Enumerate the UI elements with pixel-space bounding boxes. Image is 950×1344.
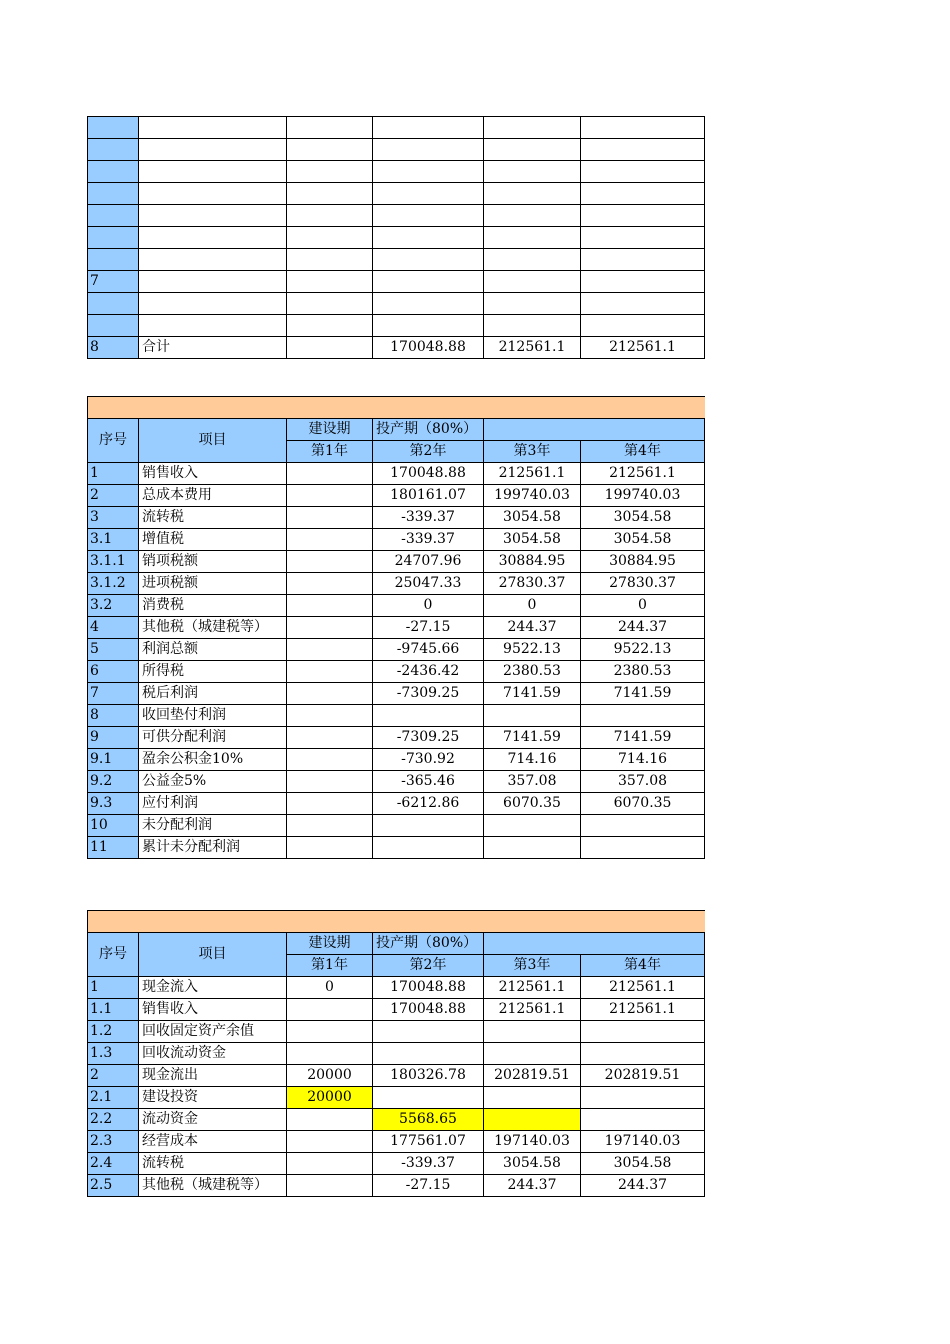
year4-cell[interactable]	[581, 1021, 705, 1043]
year1-cell[interactable]	[287, 315, 373, 337]
year2-cell[interactable]	[373, 1021, 484, 1043]
table-row	[88, 977, 705, 999]
year1-cell[interactable]	[287, 139, 373, 161]
year1-cell[interactable]	[287, 793, 373, 815]
year4-cell[interactable]: 3054.58	[581, 529, 705, 551]
row-item-cell[interactable]: 利润总额	[139, 639, 287, 661]
year2-cell[interactable]: 170048.88	[373, 999, 484, 1021]
year3-cell[interactable]: 30884.95	[484, 551, 581, 573]
year4-cell[interactable]: 27830.37	[581, 573, 705, 595]
year1-cell[interactable]	[287, 727, 373, 749]
header-year4: 第4年	[581, 441, 705, 463]
row-item-cell[interactable]: 总成本费用	[139, 485, 287, 507]
year3-cell[interactable]: 3054.58	[484, 1153, 581, 1175]
profit-distribution-table	[87, 396, 705, 859]
row-item-cell[interactable]: 销售收入	[139, 463, 287, 485]
year2-cell[interactable]: 170048.88	[373, 977, 484, 999]
year3-cell[interactable]: 2380.53	[484, 661, 581, 683]
row-index-cell[interactable]: 2	[88, 1065, 139, 1087]
header-year4: 第4年	[581, 955, 705, 977]
year3-cell[interactable]: 202819.51	[484, 1065, 581, 1087]
row-index-cell[interactable]: 3.1.2	[88, 573, 139, 595]
header-blank	[484, 419, 705, 441]
row-index-cell[interactable]: 3.1.1	[88, 551, 139, 573]
table-row	[88, 1065, 705, 1087]
year3-cell[interactable]	[484, 293, 581, 315]
year2-cell[interactable]	[373, 205, 484, 227]
year2-cell[interactable]: -27.15	[373, 617, 484, 639]
row-index-cell[interactable]: 9.3	[88, 793, 139, 815]
year1-cell[interactable]	[287, 815, 373, 837]
table-row	[88, 683, 705, 705]
row-index-cell[interactable]: 2.3	[88, 1131, 139, 1153]
row-index-cell[interactable]: 1	[88, 463, 139, 485]
year3-cell[interactable]: 3054.58	[484, 507, 581, 529]
table-row	[88, 161, 705, 183]
year1-cell[interactable]	[287, 463, 373, 485]
year2-cell[interactable]	[373, 1043, 484, 1065]
year2-cell[interactable]: -6212.86	[373, 793, 484, 815]
year2-cell[interactable]: 180326.78	[373, 1065, 484, 1087]
table-row	[88, 639, 705, 661]
row-item-cell[interactable]: 建设投资	[139, 1087, 287, 1109]
year1-cell[interactable]	[287, 1175, 373, 1197]
year3-cell[interactable]: 6070.35	[484, 793, 581, 815]
table-title-bar	[88, 397, 705, 419]
row-index-cell[interactable]: 4	[88, 617, 139, 639]
year2-cell[interactable]	[373, 837, 484, 859]
year4-cell[interactable]: 7141.59	[581, 683, 705, 705]
row-item-cell[interactable]: 回收流动资金	[139, 1043, 287, 1065]
header-production: 投产期（80%）	[373, 933, 484, 955]
year1-cell[interactable]	[287, 683, 373, 705]
year1-cell[interactable]	[287, 117, 373, 139]
table-row	[88, 573, 705, 595]
year2-cell[interactable]: -7309.25	[373, 683, 484, 705]
header-year2: 第2年	[373, 955, 484, 977]
row-item-cell[interactable]: 流转税	[139, 507, 287, 529]
year4-cell[interactable]	[581, 1043, 705, 1065]
table-row	[88, 617, 705, 639]
year2-cell[interactable]: -7309.25	[373, 727, 484, 749]
year3-cell[interactable]	[484, 1109, 581, 1131]
table-row	[88, 793, 705, 815]
year3-cell[interactable]	[484, 271, 581, 293]
year3-cell[interactable]: 244.37	[484, 617, 581, 639]
year2-cell[interactable]	[373, 315, 484, 337]
year3-cell[interactable]: 244.37	[484, 1175, 581, 1197]
table-row	[88, 293, 705, 315]
year1-cell[interactable]	[287, 595, 373, 617]
table-row	[88, 507, 705, 529]
table-row	[88, 1087, 705, 1109]
header-blank	[484, 933, 705, 955]
year1-cell[interactable]	[287, 617, 373, 639]
year4-cell[interactable]: 0	[581, 595, 705, 617]
year4-cell[interactable]	[581, 249, 705, 271]
year3-cell[interactable]: 3054.58	[484, 529, 581, 551]
year3-cell[interactable]	[484, 183, 581, 205]
table-row	[88, 1153, 705, 1175]
row-item-cell[interactable]: 盈余公积金10%	[139, 749, 287, 771]
year4-cell[interactable]	[581, 271, 705, 293]
year3-cell[interactable]	[484, 1087, 581, 1109]
year2-cell[interactable]: 180161.07	[373, 485, 484, 507]
year3-cell[interactable]	[484, 705, 581, 727]
row-item-cell[interactable]	[139, 271, 287, 293]
row-item-cell[interactable]	[139, 183, 287, 205]
year4-cell[interactable]	[581, 815, 705, 837]
year3-cell[interactable]	[484, 837, 581, 859]
year1-cell[interactable]	[287, 661, 373, 683]
table-row	[88, 1175, 705, 1197]
row-index-cell[interactable]	[88, 183, 139, 205]
row-item-cell[interactable]: 其他税（城建税等）	[139, 1175, 287, 1197]
year3-cell[interactable]	[484, 161, 581, 183]
year1-cell[interactable]	[287, 227, 373, 249]
header-seq: 序号	[88, 419, 139, 463]
row-item-cell[interactable]: 累计未分配利润	[139, 837, 287, 859]
year2-cell[interactable]: 170048.88	[373, 463, 484, 485]
header-construction: 建设期	[287, 933, 373, 955]
header-year3: 第3年	[484, 441, 581, 463]
year2-cell[interactable]	[373, 271, 484, 293]
row-index-cell[interactable]: 5	[88, 639, 139, 661]
year4-cell[interactable]: 212561.1	[581, 999, 705, 1021]
year1-cell[interactable]	[287, 639, 373, 661]
row-index-cell[interactable]: 3	[88, 507, 139, 529]
year4-cell[interactable]: 244.37	[581, 1175, 705, 1197]
year3-cell[interactable]: 197140.03	[484, 1131, 581, 1153]
year4-cell[interactable]	[581, 705, 705, 727]
year1-cell[interactable]	[287, 337, 373, 359]
year1-cell[interactable]: 20000	[287, 1087, 373, 1109]
table-row	[88, 771, 705, 793]
row-index-cell[interactable]: 1.2	[88, 1021, 139, 1043]
table-row	[88, 485, 705, 507]
year4-cell[interactable]: 3054.58	[581, 1153, 705, 1175]
year4-cell[interactable]	[581, 293, 705, 315]
row-item-cell[interactable]: 公益金5%	[139, 771, 287, 793]
row-index-cell[interactable]	[88, 117, 139, 139]
year2-cell[interactable]	[373, 249, 484, 271]
year2-cell[interactable]: 24707.96	[373, 551, 484, 573]
row-item-cell[interactable]: 现金流入	[139, 977, 287, 999]
year3-cell[interactable]	[484, 315, 581, 337]
year3-cell[interactable]: 212561.1	[484, 463, 581, 485]
year2-cell[interactable]: 5568.65	[373, 1109, 484, 1131]
row-item-cell[interactable]: 收回垫付利润	[139, 705, 287, 727]
header-year2: 第2年	[373, 441, 484, 463]
header-seq: 序号	[88, 933, 139, 977]
year3-cell[interactable]: 9522.13	[484, 639, 581, 661]
table-row	[88, 551, 705, 573]
row-index-cell[interactable]	[88, 227, 139, 249]
row-index-cell[interactable]	[88, 249, 139, 271]
row-item-cell[interactable]: 经营成本	[139, 1131, 287, 1153]
row-item-cell[interactable]: 现金流出	[139, 1065, 287, 1087]
year4-cell[interactable]	[581, 1087, 705, 1109]
table-title-bar	[88, 911, 705, 933]
year2-cell[interactable]: 25047.33	[373, 573, 484, 595]
row-item-cell[interactable]	[139, 249, 287, 271]
row-index-cell[interactable]	[88, 139, 139, 161]
year4-cell[interactable]: 199740.03	[581, 485, 705, 507]
year2-cell[interactable]: -9745.66	[373, 639, 484, 661]
row-item-cell[interactable]	[139, 293, 287, 315]
year3-cell[interactable]: 7141.59	[484, 727, 581, 749]
row-index-cell[interactable]: 1.1	[88, 999, 139, 1021]
table-row	[88, 727, 705, 749]
year1-cell[interactable]	[287, 1109, 373, 1131]
year3-cell[interactable]: 357.08	[484, 771, 581, 793]
year2-cell[interactable]: -730.92	[373, 749, 484, 771]
table-row	[88, 1043, 705, 1065]
year4-cell[interactable]: 2380.53	[581, 661, 705, 683]
year3-cell[interactable]: 714.16	[484, 749, 581, 771]
year4-cell[interactable]: 3054.58	[581, 507, 705, 529]
year2-cell[interactable]: 170048.88	[373, 337, 484, 359]
header-year1: 第1年	[287, 441, 373, 463]
year4-cell[interactable]: 212561.1	[581, 463, 705, 485]
year2-cell[interactable]	[373, 227, 484, 249]
row-index-cell[interactable]: 3.2	[88, 595, 139, 617]
row-item-cell[interactable]: 所得税	[139, 661, 287, 683]
row-index-cell[interactable]: 2.1	[88, 1087, 139, 1109]
row-item-cell[interactable]: 应付利润	[139, 793, 287, 815]
year1-cell[interactable]	[287, 507, 373, 529]
row-item-cell[interactable]	[139, 315, 287, 337]
table-row	[88, 117, 705, 139]
row-item-cell[interactable]: 流动资金	[139, 1109, 287, 1131]
year3-cell[interactable]: 212561.1	[484, 999, 581, 1021]
table-row	[88, 337, 705, 359]
table-row	[88, 999, 705, 1021]
row-item-cell[interactable]: 税后利润	[139, 683, 287, 705]
year1-cell[interactable]	[287, 551, 373, 573]
table-row	[88, 183, 705, 205]
year4-cell[interactable]: 197140.03	[581, 1131, 705, 1153]
row-index-cell[interactable]: 2.5	[88, 1175, 139, 1197]
table-row	[88, 749, 705, 771]
year4-cell[interactable]	[581, 139, 705, 161]
row-item-cell[interactable]	[139, 161, 287, 183]
header-item: 项目	[139, 933, 287, 977]
year2-cell[interactable]: -339.37	[373, 529, 484, 551]
year3-cell[interactable]: 212561.1	[484, 977, 581, 999]
year1-cell[interactable]	[287, 183, 373, 205]
table-row	[88, 315, 705, 337]
row-item-cell[interactable]	[139, 117, 287, 139]
year2-cell[interactable]	[373, 1087, 484, 1109]
year2-cell[interactable]: -339.37	[373, 1153, 484, 1175]
row-index-cell[interactable]: 10	[88, 815, 139, 837]
row-index-cell[interactable]: 7	[88, 271, 139, 293]
row-index-cell[interactable]: 1	[88, 977, 139, 999]
row-item-cell[interactable]: 合计	[139, 337, 287, 359]
row-index-cell[interactable]: 8	[88, 705, 139, 727]
row-item-cell[interactable]: 回收固定资产余值	[139, 1021, 287, 1043]
year4-cell[interactable]: 212561.1	[581, 337, 705, 359]
year4-cell[interactable]: 30884.95	[581, 551, 705, 573]
year1-cell[interactable]	[287, 293, 373, 315]
year4-cell[interactable]: 212561.1	[581, 977, 705, 999]
row-item-cell[interactable]	[139, 139, 287, 161]
year4-cell[interactable]	[581, 161, 705, 183]
row-item-cell[interactable]: 可供分配利润	[139, 727, 287, 749]
year1-cell[interactable]: 20000	[287, 1065, 373, 1087]
year4-cell[interactable]	[581, 227, 705, 249]
row-index-cell[interactable]: 8	[88, 337, 139, 359]
year1-cell[interactable]	[287, 1043, 373, 1065]
year2-cell[interactable]: -2436.42	[373, 661, 484, 683]
year4-cell[interactable]: 714.16	[581, 749, 705, 771]
year1-cell[interactable]	[287, 249, 373, 271]
table-row	[88, 1021, 705, 1043]
year1-cell[interactable]: 0	[287, 977, 373, 999]
table-row	[88, 815, 705, 837]
year2-cell[interactable]	[373, 117, 484, 139]
year2-cell[interactable]	[373, 161, 484, 183]
row-item-cell[interactable]: 消费税	[139, 595, 287, 617]
year4-cell[interactable]	[581, 117, 705, 139]
year4-cell[interactable]: 7141.59	[581, 727, 705, 749]
row-index-cell[interactable]: 2.2	[88, 1109, 139, 1131]
year3-cell[interactable]	[484, 815, 581, 837]
year2-cell[interactable]: -365.46	[373, 771, 484, 793]
year2-cell[interactable]: -27.15	[373, 1175, 484, 1197]
table-row	[88, 1131, 705, 1153]
year4-cell[interactable]: 357.08	[581, 771, 705, 793]
year1-cell[interactable]	[287, 771, 373, 793]
row-item-cell[interactable]: 销项税额	[139, 551, 287, 573]
table-row	[88, 595, 705, 617]
row-index-cell[interactable]: 2	[88, 485, 139, 507]
table-row	[88, 1109, 705, 1131]
year1-cell[interactable]	[287, 1153, 373, 1175]
year1-cell[interactable]	[287, 529, 373, 551]
year1-cell[interactable]	[287, 485, 373, 507]
year4-cell[interactable]	[581, 205, 705, 227]
header-year1: 第1年	[287, 955, 373, 977]
row-item-cell[interactable]: 流转税	[139, 1153, 287, 1175]
year2-cell[interactable]: 177561.07	[373, 1131, 484, 1153]
row-index-cell[interactable]: 9.2	[88, 771, 139, 793]
year2-cell[interactable]	[373, 705, 484, 727]
header-production: 投产期（80%）	[373, 419, 484, 441]
row-index-cell[interactable]: 9	[88, 727, 139, 749]
year1-cell[interactable]	[287, 161, 373, 183]
year1-cell[interactable]	[287, 705, 373, 727]
year3-cell[interactable]: 27830.37	[484, 573, 581, 595]
year2-cell[interactable]: 0	[373, 595, 484, 617]
header-construction: 建设期	[287, 419, 373, 441]
year1-cell[interactable]	[287, 1021, 373, 1043]
row-item-cell[interactable]	[139, 227, 287, 249]
year1-cell[interactable]	[287, 749, 373, 771]
row-index-cell[interactable]: 6	[88, 661, 139, 683]
header-item: 项目	[139, 419, 287, 463]
year3-cell[interactable]	[484, 139, 581, 161]
year4-cell[interactable]: 9522.13	[581, 639, 705, 661]
year1-cell[interactable]	[287, 999, 373, 1021]
year3-cell[interactable]	[484, 227, 581, 249]
year2-cell[interactable]	[373, 139, 484, 161]
year4-cell[interactable]	[581, 837, 705, 859]
table-row	[88, 227, 705, 249]
table-row	[88, 139, 705, 161]
year3-cell[interactable]	[484, 205, 581, 227]
header-year3: 第3年	[484, 955, 581, 977]
year1-cell[interactable]	[287, 573, 373, 595]
row-item-cell[interactable]	[139, 205, 287, 227]
table-row	[88, 249, 705, 271]
year3-cell[interactable]: 199740.03	[484, 485, 581, 507]
year4-cell[interactable]	[581, 1109, 705, 1131]
year2-cell[interactable]	[373, 183, 484, 205]
year3-cell[interactable]	[484, 249, 581, 271]
table-row	[88, 837, 705, 859]
year2-cell[interactable]: -339.37	[373, 507, 484, 529]
row-item-cell[interactable]: 增值税	[139, 529, 287, 551]
table-row	[88, 271, 705, 293]
year2-cell[interactable]	[373, 815, 484, 837]
table-row	[88, 705, 705, 727]
year3-cell[interactable]	[484, 117, 581, 139]
year4-cell[interactable]: 202819.51	[581, 1065, 705, 1087]
year4-cell[interactable]: 6070.35	[581, 793, 705, 815]
row-item-cell[interactable]: 销售收入	[139, 999, 287, 1021]
year3-cell[interactable]	[484, 1021, 581, 1043]
year4-cell[interactable]: 244.37	[581, 617, 705, 639]
year3-cell[interactable]: 212561.1	[484, 337, 581, 359]
table-row	[88, 205, 705, 227]
row-index-cell[interactable]: 11	[88, 837, 139, 859]
row-index-cell[interactable]: 2.4	[88, 1153, 139, 1175]
row-item-cell[interactable]: 其他税（城建税等）	[139, 617, 287, 639]
year1-cell[interactable]	[287, 1131, 373, 1153]
year3-cell[interactable]: 7141.59	[484, 683, 581, 705]
row-item-cell[interactable]: 未分配利润	[139, 815, 287, 837]
row-index-cell[interactable]	[88, 161, 139, 183]
row-index-cell[interactable]	[88, 205, 139, 227]
year3-cell[interactable]	[484, 1043, 581, 1065]
year3-cell[interactable]: 0	[484, 595, 581, 617]
year1-cell[interactable]	[287, 271, 373, 293]
row-index-cell[interactable]: 7	[88, 683, 139, 705]
year2-cell[interactable]	[373, 293, 484, 315]
row-index-cell[interactable]	[88, 315, 139, 337]
row-index-cell[interactable]: 1.3	[88, 1043, 139, 1065]
table-row	[88, 529, 705, 551]
row-index-cell[interactable]: 3.1	[88, 529, 139, 551]
row-item-cell[interactable]: 进项税额	[139, 573, 287, 595]
row-index-cell[interactable]	[88, 293, 139, 315]
year4-cell[interactable]	[581, 315, 705, 337]
table-row	[88, 463, 705, 485]
year1-cell[interactable]	[287, 837, 373, 859]
year4-cell[interactable]	[581, 183, 705, 205]
cash-flow-table	[87, 910, 705, 1197]
year1-cell[interactable]	[287, 205, 373, 227]
summary-table-top	[87, 116, 705, 359]
row-index-cell[interactable]: 9.1	[88, 749, 139, 771]
table-row	[88, 661, 705, 683]
